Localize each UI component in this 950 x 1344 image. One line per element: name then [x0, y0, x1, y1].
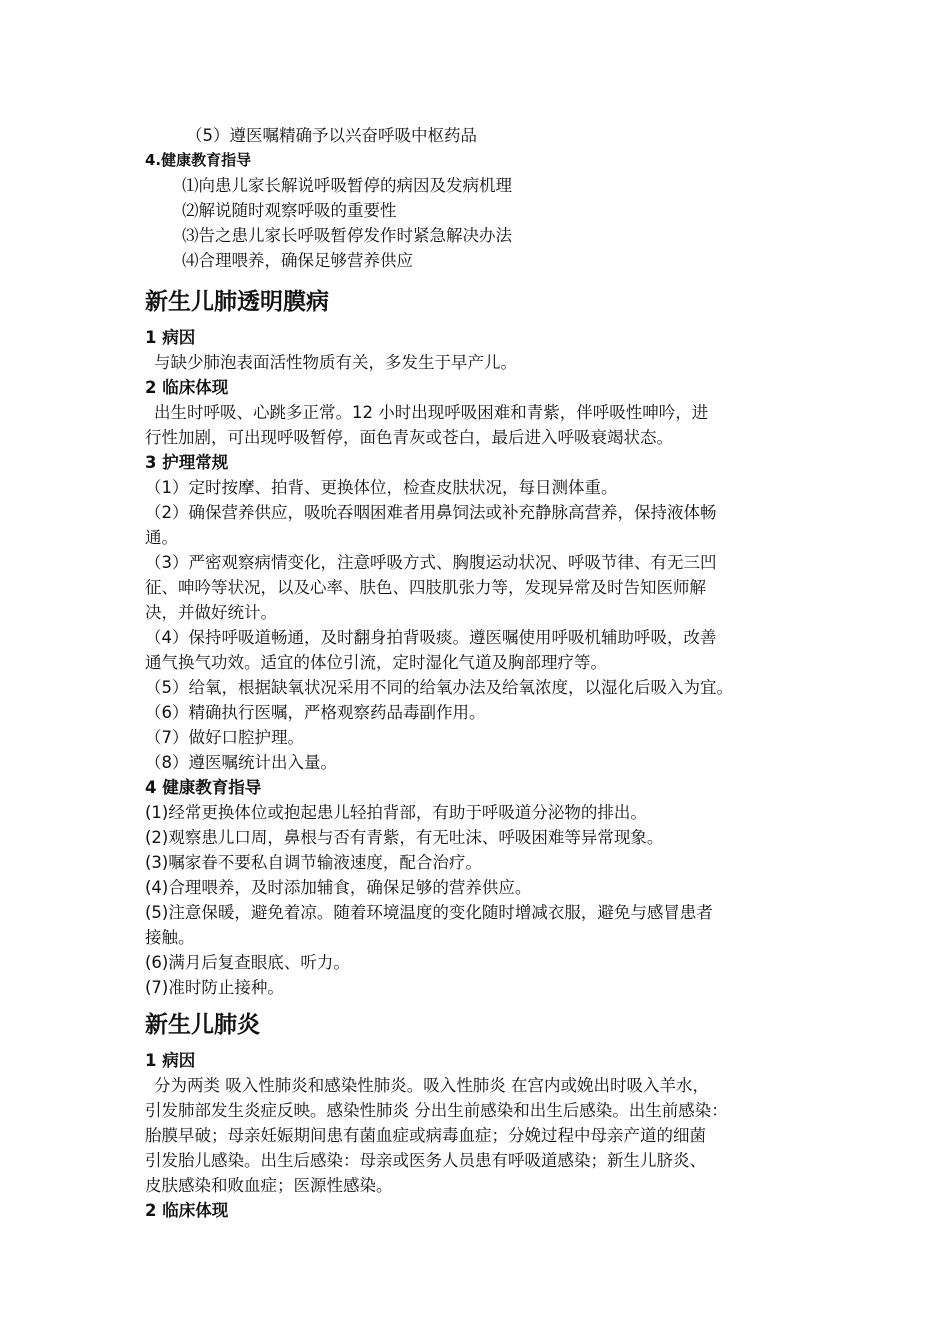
care-line: （4）保持呼吸道畅通，及时翻身拍背吸痰。遵医嘱使用呼吸机辅助呼吸，改善 — [145, 628, 717, 647]
subheading-clinical: 2 临床体现 — [145, 1201, 229, 1220]
care-line: 征、呻吟等状况，以及心率、肤色、四肢肌张力等，发现异常及时告知医师解 — [145, 578, 706, 597]
edu-line: (4)合理喂养，及时添加辅食，确保足够的营养供应。 — [145, 878, 532, 897]
edu-line: (3)嘱家眷不要私自调节输液速度，配合治疗。 — [145, 853, 482, 872]
subheading-care: 3 护理常规 — [145, 453, 229, 472]
section-heading-health-education: 4.健康教育指导 — [145, 151, 252, 169]
care-line: 通气换气功效。适宜的体位引流，定时湿化气道及胸部理疗等。 — [145, 653, 607, 672]
edu-line: (1)经常更换体位或抱起患儿轻拍背部，有助于呼吸道分泌物的排出。 — [145, 803, 647, 822]
edu-line: (7)准时防止接种。 — [145, 978, 284, 997]
edu-item: ⑵解说随时观察呼吸的重要性 — [182, 201, 397, 220]
subheading-cause: 1 病因 — [145, 1051, 196, 1070]
section-title-hyaline-membrane: 新生儿肺透明膜病 — [145, 289, 329, 315]
subheading-cause: 1 病因 — [145, 328, 196, 347]
subheading-clinical: 2 临床体现 — [145, 378, 229, 397]
paragraph-line: 引发肺部发生炎症反映。感染性肺炎 分出生前感染和出生后感染。出生前感染： — [145, 1101, 728, 1120]
treatment-item-5: （5）遵医嘱精确予以兴奋呼吸中枢药品 — [186, 126, 477, 145]
care-line: （7）做好口腔护理。 — [145, 728, 304, 747]
paragraph-line: 胎膜早破；母亲妊娠期间患有菌血症或病毒血症；分娩过程中母亲产道的细菌 — [145, 1126, 706, 1145]
paragraph-line: 与缺少肺泡表面活性物质有关，多发生于早产儿。 — [154, 353, 517, 372]
care-line: （6）精确执行医嘱，严格观察药品毒副作用。 — [145, 703, 486, 722]
care-line: （1）定时按摩、拍背、更换体位，检查皮肤状况，每日测体重。 — [145, 478, 618, 497]
care-line: （5）给氧，根据缺氧状况采用不同的给氧办法及给氧浓度，以湿化后吸入为宜。 — [145, 678, 733, 697]
edu-item: ⑶告之患儿家长呼吸暂停发作时紧急解决办法 — [182, 226, 512, 245]
paragraph-line: 引发胎儿感染。出生后感染：母亲或医务人员患有呼吸道感染；新生儿脐炎、 — [145, 1151, 706, 1170]
care-line: （2）确保营养供应，吸吮吞咽困难者用鼻饲法或补充静脉高营养，保持液体畅 — [145, 503, 717, 522]
subheading-health-education: 4 健康教育指导 — [145, 778, 262, 797]
edu-item: ⑷合理喂养，确保足够营养供应 — [182, 251, 413, 270]
paragraph-line: 分为两类 吸入性肺炎和感染性肺炎。吸入性肺炎 在宫内或娩出时吸入羊水， — [154, 1076, 709, 1095]
section-title-pneumonia: 新生儿肺炎 — [145, 1012, 260, 1038]
paragraph-line: 皮肤感染和败血症；医源性感染。 — [145, 1176, 393, 1195]
care-line: 决，并做好统计。 — [145, 603, 277, 622]
edu-line: (6)满月后复查眼底、听力。 — [145, 953, 350, 972]
care-line: （8）遵医嘱统计出入量。 — [145, 753, 337, 772]
edu-line: (5)注意保暖，避免着凉。随着环境温度的变化随时增减衣服，避免与感冒患者 — [145, 903, 713, 922]
care-line: （3）严密观察病情变化，注意呼吸方式、胸腹运动状况、呼吸节律、有无三凹 — [145, 553, 717, 572]
paragraph-line: 行性加剧，可出现呼吸暂停，面色青灰或苍白，最后进入呼吸衰竭状态。 — [145, 428, 673, 447]
care-line: 通。 — [145, 528, 178, 547]
edu-item: ⑴向患儿家长解说呼吸暂停的病因及发病机理 — [182, 176, 512, 195]
edu-line: 接触。 — [145, 928, 195, 947]
edu-line: (2)观察患儿口周，鼻根与否有青紫，有无吐沫、呼吸困难等异常现象。 — [145, 828, 664, 847]
paragraph-line: 出生时呼吸、心跳多正常。12 小时出现呼吸困难和青紫，伴呼吸性呻吟，进 — [154, 403, 709, 422]
